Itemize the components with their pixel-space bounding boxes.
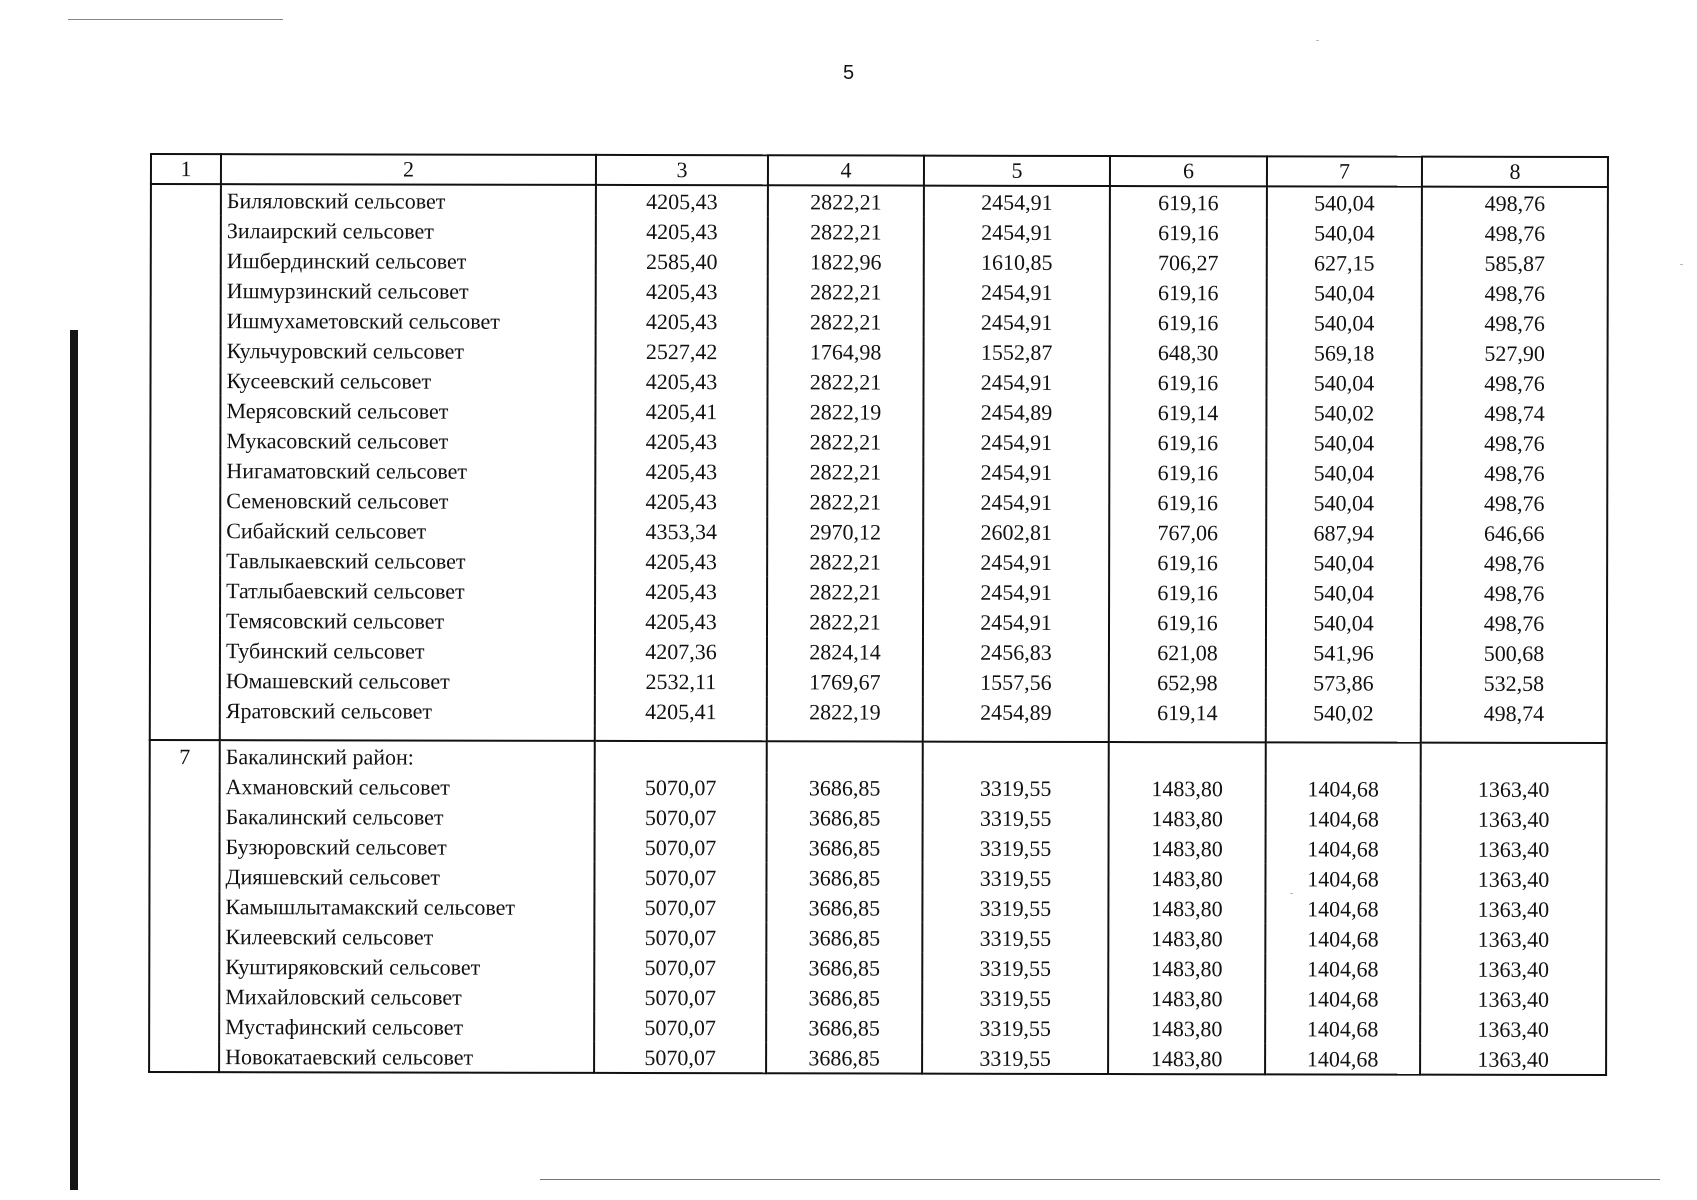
scan-speck: [1680, 264, 1683, 265]
value-cell: 3319,55: [922, 1043, 1108, 1074]
value-cell: 4205,43: [596, 216, 768, 246]
value-cell: 4205,43: [595, 426, 767, 456]
value-cell: 540,04: [1266, 487, 1421, 517]
value-cell: 2454,91: [923, 367, 1109, 397]
value-cell: 5070,07: [594, 862, 766, 892]
value-cell: 2454,89: [923, 397, 1109, 427]
value-cell: 4205,41: [595, 696, 767, 726]
value-cell: 2822,19: [767, 696, 923, 726]
district-index: 7: [150, 740, 220, 771]
value-cell: 1363,40: [1420, 924, 1606, 954]
value-cell: 540,04: [1266, 427, 1421, 457]
value-cell: 540,04: [1266, 547, 1421, 577]
row-index-cell: [150, 455, 220, 485]
value-cell: 619,14: [1109, 697, 1266, 727]
value-cell: 498,76: [1421, 368, 1607, 398]
row-index-cell: [150, 665, 220, 695]
value-cell: 1404,68: [1265, 923, 1420, 953]
table-row: [150, 831, 1607, 864]
value-cell: 646,66: [1421, 518, 1607, 548]
table-row: [149, 861, 1606, 894]
table-row: [151, 215, 1608, 248]
table-row: [150, 545, 1607, 578]
value-cell: 5070,07: [594, 1042, 766, 1073]
table-row: [150, 395, 1607, 428]
settlement-name: Ишмурзинский сельсовет: [221, 275, 596, 306]
value-cell: 1404,68: [1265, 1043, 1420, 1074]
value-cell: 1404,68: [1265, 983, 1420, 1013]
value-cell: 1363,40: [1420, 1014, 1606, 1044]
value-cell: 2822,21: [767, 606, 923, 636]
value-cell: 2454,91: [924, 217, 1110, 247]
value-cell: 619,16: [1109, 487, 1266, 517]
value-cell: 1404,68: [1265, 893, 1420, 923]
settlement-name: Камышлытамакский сельсовет: [219, 891, 594, 922]
empty-cell: [220, 725, 595, 741]
row-index-cell: [150, 801, 220, 831]
value-cell: 498,74: [1421, 398, 1607, 428]
value-cell: 1404,68: [1265, 953, 1420, 983]
value-cell: 621,08: [1109, 637, 1266, 667]
value-cell: 2822,21: [767, 456, 923, 486]
empty-cell: [1266, 742, 1421, 773]
settlement-name: Юмашевский сельсовет: [220, 665, 595, 696]
value-cell: 3319,55: [922, 1013, 1108, 1043]
table-row: [151, 335, 1608, 368]
value-cell: 4353,34: [595, 516, 767, 546]
row-index-cell: [150, 365, 220, 395]
value-cell: 619,16: [1109, 457, 1266, 487]
empty-cell: [1109, 727, 1266, 742]
value-cell: 4205,43: [595, 546, 767, 576]
value-cell: 498,76: [1422, 187, 1608, 218]
settlement-name: Сибайский сельсовет: [220, 515, 595, 546]
settlement-name: Мерясовский сельсовет: [220, 395, 595, 426]
value-cell: 1769,67: [767, 666, 923, 696]
table-row: [149, 951, 1606, 984]
table-row: [150, 455, 1607, 488]
value-cell: 4205,43: [596, 276, 768, 306]
table-row: [149, 921, 1606, 954]
value-cell: 5070,07: [595, 802, 767, 832]
value-cell: 4205,43: [595, 366, 767, 396]
value-cell: 619,16: [1110, 217, 1267, 247]
column-header: 3: [596, 155, 768, 185]
value-cell: 5070,07: [595, 772, 767, 802]
value-cell: 2454,89: [923, 697, 1109, 727]
settlement-name: Мукасовский сельсовет: [220, 425, 595, 456]
settlement-name: Татлыбаевский сельсовет: [220, 575, 595, 606]
value-cell: 2532,11: [595, 666, 767, 696]
table-row: [150, 365, 1607, 398]
settlement-name: Ишмухаметовский сельсовет: [221, 305, 596, 336]
table-row: [150, 695, 1607, 728]
value-cell: 1404,68: [1265, 1013, 1420, 1043]
row-index-cell: [151, 305, 221, 335]
settlement-name: Дияшевский сельсовет: [219, 861, 594, 892]
value-cell: 540,02: [1266, 397, 1421, 427]
row-index-cell: [150, 635, 220, 665]
column-number-row: [151, 154, 1608, 187]
column-header: 8: [1422, 157, 1608, 187]
row-index-cell: [149, 921, 219, 951]
value-cell: 5070,07: [594, 922, 766, 952]
value-cell: 2970,12: [767, 516, 923, 546]
value-cell: 2454,91: [923, 607, 1109, 637]
row-index-cell: [150, 545, 220, 575]
settlement-name: Куштиряковский сельсовет: [219, 951, 594, 982]
value-cell: 1822,96: [768, 246, 924, 276]
value-cell: 619,16: [1109, 547, 1266, 577]
value-cell: 5070,07: [594, 892, 766, 922]
column-header: 5: [924, 156, 1110, 186]
value-cell: 648,30: [1110, 337, 1267, 367]
table-row: [150, 605, 1607, 638]
table-row: [150, 771, 1607, 804]
value-cell: 2822,21: [767, 546, 923, 576]
value-cell: 3319,55: [922, 923, 1108, 953]
settlement-name: Михайловский сельсовет: [219, 981, 594, 1012]
value-cell: 4205,43: [596, 185, 768, 216]
value-cell: 2822,21: [767, 486, 923, 516]
value-cell: 3686,85: [767, 772, 923, 802]
row-index-cell: [150, 695, 220, 725]
value-cell: 2454,91: [923, 487, 1109, 517]
column-header: 1: [151, 154, 221, 184]
value-cell: 3686,85: [766, 892, 922, 922]
empty-cell: [1109, 742, 1266, 773]
value-cell: 540,04: [1266, 607, 1421, 637]
top-scan-rule: [68, 19, 283, 20]
row-index-cell: [151, 335, 221, 365]
value-cell: 527,90: [1422, 338, 1608, 368]
value-cell: 498,76: [1422, 308, 1608, 338]
value-cell: 3686,85: [766, 952, 922, 982]
settlement-name: Бузюровский сельсовет: [220, 831, 595, 862]
value-cell: 1404,68: [1265, 863, 1420, 893]
table-row: [150, 575, 1607, 608]
value-cell: 2454,91: [924, 277, 1110, 307]
settlement-name: Бакалинский сельсовет: [220, 801, 595, 832]
value-cell: 1363,40: [1421, 774, 1607, 804]
empty-cell: [1266, 727, 1421, 742]
empty-cell: [923, 742, 1109, 773]
value-cell: 2454,91: [924, 307, 1110, 337]
value-cell: 540,04: [1266, 457, 1421, 487]
value-cell: 1363,40: [1420, 984, 1606, 1014]
value-cell: 652,98: [1109, 667, 1266, 697]
value-cell: 1557,56: [923, 667, 1109, 697]
value-cell: 1363,40: [1421, 834, 1607, 864]
value-cell: 2454,91: [923, 547, 1109, 577]
settlement-name: Новокатаевский сельсовет: [219, 1041, 594, 1073]
settlement-name: Семеновский сельсовет: [220, 485, 595, 516]
settlement-name: Темясовский сельсовет: [220, 605, 595, 636]
settlement-name: Тубинский сельсовет: [220, 635, 595, 666]
district-row: [150, 740, 1607, 774]
value-cell: 3686,85: [766, 1042, 922, 1073]
value-cell: 498,76: [1421, 608, 1607, 638]
value-cell: 2585,40: [596, 246, 768, 276]
value-cell: 2602,81: [923, 517, 1109, 547]
value-cell: 2454,91: [924, 186, 1110, 217]
value-cell: 3319,55: [923, 803, 1109, 833]
value-cell: 619,16: [1109, 607, 1266, 637]
value-cell: 4207,36: [595, 636, 767, 666]
value-cell: 1404,68: [1266, 833, 1421, 863]
value-cell: 2822,21: [768, 216, 924, 246]
row-index-cell: [150, 575, 220, 605]
empty-cell: [923, 727, 1109, 742]
settlement-name: Нигаматовский сельсовет: [220, 455, 595, 486]
value-cell: 2527,42: [596, 336, 768, 366]
value-cell: 619,16: [1109, 577, 1266, 607]
settlement-name: Ахмановский сельсовет: [220, 771, 595, 802]
value-cell: 1483,80: [1109, 833, 1266, 863]
row-index-cell: [150, 425, 220, 455]
value-cell: 619,16: [1109, 367, 1266, 397]
value-cell: 498,76: [1421, 548, 1607, 578]
value-cell: 1552,87: [924, 337, 1110, 367]
row-index-cell: [150, 485, 220, 515]
value-cell: 4205,43: [595, 486, 767, 516]
value-cell: 2822,21: [768, 185, 924, 216]
value-cell: 1610,85: [924, 247, 1110, 277]
value-cell: 1483,80: [1108, 863, 1265, 893]
value-cell: 2454,91: [923, 457, 1109, 487]
row-index-cell: [149, 951, 219, 981]
settlement-name: Ишбердинский сельсовет: [221, 245, 596, 276]
settlement-name: Кусеевский сельсовет: [220, 365, 595, 396]
row-index-cell: [150, 395, 220, 425]
value-cell: 498,76: [1421, 488, 1607, 518]
value-cell: 1764,98: [768, 336, 924, 366]
value-cell: 4205,41: [595, 396, 767, 426]
value-cell: 540,04: [1267, 186, 1422, 217]
value-cell: 1404,68: [1266, 803, 1421, 833]
value-cell: 3319,55: [922, 863, 1108, 893]
value-cell: 3319,55: [923, 773, 1109, 803]
value-cell: 498,76: [1422, 218, 1608, 248]
table-row: [151, 184, 1608, 218]
column-header: 2: [221, 154, 596, 185]
empty-cell: [1421, 728, 1607, 743]
value-cell: 1483,80: [1109, 773, 1266, 803]
value-cell: 3686,85: [766, 922, 922, 952]
value-cell: 4205,43: [595, 576, 767, 606]
table-row: [150, 635, 1607, 668]
table-row: [151, 305, 1608, 338]
value-cell: 569,18: [1267, 337, 1422, 367]
value-cell: 3319,55: [922, 983, 1108, 1013]
value-cell: 540,04: [1267, 307, 1422, 337]
value-cell: 687,94: [1266, 517, 1421, 547]
value-cell: 2822,21: [768, 306, 924, 336]
table-row: [150, 485, 1607, 518]
value-cell: 3686,85: [766, 862, 922, 892]
value-cell: 5070,07: [595, 832, 767, 862]
table-row: [149, 1011, 1606, 1044]
value-cell: 3686,85: [766, 982, 922, 1012]
table-row: [149, 1041, 1606, 1075]
value-cell: 2454,91: [923, 427, 1109, 457]
value-cell: 540,02: [1266, 697, 1421, 727]
value-cell: 3686,85: [767, 832, 923, 862]
value-cell: 1483,80: [1108, 893, 1265, 923]
value-cell: 2822,21: [768, 276, 924, 306]
table-row: [150, 515, 1607, 548]
value-cell: 1363,40: [1420, 1044, 1606, 1075]
table-row: [150, 665, 1607, 698]
value-cell: 5070,07: [594, 1012, 766, 1042]
value-cell: 2456,83: [923, 637, 1109, 667]
value-cell: 619,14: [1109, 397, 1266, 427]
value-cell: 3319,55: [922, 893, 1108, 923]
table-row: [151, 245, 1608, 278]
table-row: [150, 425, 1607, 458]
column-header: 4: [768, 155, 924, 185]
row-index-cell: [150, 515, 220, 545]
value-cell: 540,04: [1267, 277, 1422, 307]
value-cell: 3686,85: [766, 1012, 922, 1042]
value-cell: 585,87: [1422, 248, 1608, 278]
value-cell: 619,16: [1109, 427, 1266, 457]
empty-cell: [595, 726, 767, 741]
row-index-cell: [149, 1011, 219, 1041]
table-row: [150, 801, 1607, 834]
scan-edge-bar: [70, 330, 78, 1190]
value-cell: 1483,80: [1108, 1013, 1265, 1043]
value-cell: 498,76: [1421, 578, 1607, 608]
tariff-table: [148, 153, 1609, 1076]
value-cell: 2822,21: [767, 366, 923, 396]
value-cell: 1363,40: [1420, 894, 1606, 924]
value-cell: 5070,07: [594, 982, 766, 1012]
table-row: [149, 981, 1606, 1014]
row-index-cell: [151, 215, 221, 245]
row-index-cell: [151, 245, 221, 275]
value-cell: 1404,68: [1266, 773, 1421, 803]
district-name: Бакалинский район:: [220, 740, 595, 772]
row-index-cell: [149, 1041, 219, 1072]
value-cell: 3686,85: [767, 802, 923, 832]
value-cell: 3319,55: [922, 953, 1108, 983]
row-index-cell: [150, 831, 220, 861]
value-cell: 1483,80: [1108, 923, 1265, 953]
value-cell: 540,04: [1266, 367, 1421, 397]
value-cell: 498,76: [1422, 278, 1608, 308]
column-header: 6: [1110, 156, 1267, 186]
value-cell: 627,15: [1267, 247, 1422, 277]
settlement-name: Тавлыкаевский сельсовет: [220, 545, 595, 576]
value-cell: 498,76: [1421, 458, 1607, 488]
value-cell: 540,04: [1267, 217, 1422, 247]
table-row: [151, 275, 1608, 308]
value-cell: 532,58: [1421, 668, 1607, 698]
bottom-scan-rule: [540, 1179, 1660, 1180]
row-index-cell: [149, 891, 219, 921]
value-cell: 498,74: [1421, 698, 1607, 728]
column-header: 7: [1267, 156, 1422, 186]
value-cell: 1363,40: [1420, 864, 1606, 894]
value-cell: 706,27: [1110, 247, 1267, 277]
value-cell: 3319,55: [923, 833, 1109, 863]
table-row: [149, 891, 1606, 924]
value-cell: 541,96: [1266, 637, 1421, 667]
value-cell: 2822,21: [767, 426, 923, 456]
value-cell: 573,86: [1266, 667, 1421, 697]
settlement-name: Биляловский сельсовет: [221, 184, 596, 216]
settlement-name: Зилаирский сельсовет: [221, 215, 596, 246]
value-cell: 4205,43: [595, 606, 767, 636]
empty-cell: [595, 741, 767, 772]
value-cell: 500,68: [1421, 638, 1607, 668]
value-cell: 4205,43: [595, 456, 767, 486]
value-cell: 1483,80: [1109, 803, 1266, 833]
settlement-name: Кульчуровский сельсовет: [221, 335, 596, 366]
value-cell: 498,76: [1421, 428, 1607, 458]
settlement-name: Мустафинский сельсовет: [219, 1011, 594, 1042]
value-cell: 1483,80: [1108, 1043, 1265, 1074]
value-cell: 1363,40: [1421, 804, 1607, 834]
value-cell: 1483,80: [1108, 953, 1265, 983]
value-cell: 2822,21: [767, 576, 923, 606]
value-cell: 1363,40: [1420, 954, 1606, 984]
value-cell: 619,16: [1110, 277, 1267, 307]
row-index-cell: [151, 275, 221, 305]
empty-cell: [767, 726, 923, 741]
value-cell: 2454,91: [923, 577, 1109, 607]
empty-cell: [150, 725, 220, 740]
settlement-name: Килеевский сельсовет: [219, 921, 594, 952]
value-cell: 1483,80: [1108, 983, 1265, 1013]
row-index-cell: [150, 771, 220, 801]
scan-speck: [1316, 40, 1319, 41]
value-cell: 619,16: [1110, 186, 1267, 217]
value-cell: 4205,43: [596, 306, 768, 336]
row-index-cell: [151, 184, 221, 215]
row-index-cell: [149, 981, 219, 1011]
settlement-name: Яратовский сельсовет: [220, 695, 595, 726]
value-cell: 5070,07: [594, 952, 766, 982]
value-cell: 2824,14: [767, 636, 923, 666]
page-number: 5: [842, 62, 855, 84]
empty-cell: [767, 741, 923, 772]
empty-cell: [1421, 743, 1607, 774]
row-index-cell: [150, 605, 220, 635]
value-cell: 619,16: [1110, 307, 1267, 337]
value-cell: 767,06: [1109, 517, 1266, 547]
row-index-cell: [149, 861, 219, 891]
value-cell: 2822,19: [767, 396, 923, 426]
value-cell: 540,04: [1266, 577, 1421, 607]
